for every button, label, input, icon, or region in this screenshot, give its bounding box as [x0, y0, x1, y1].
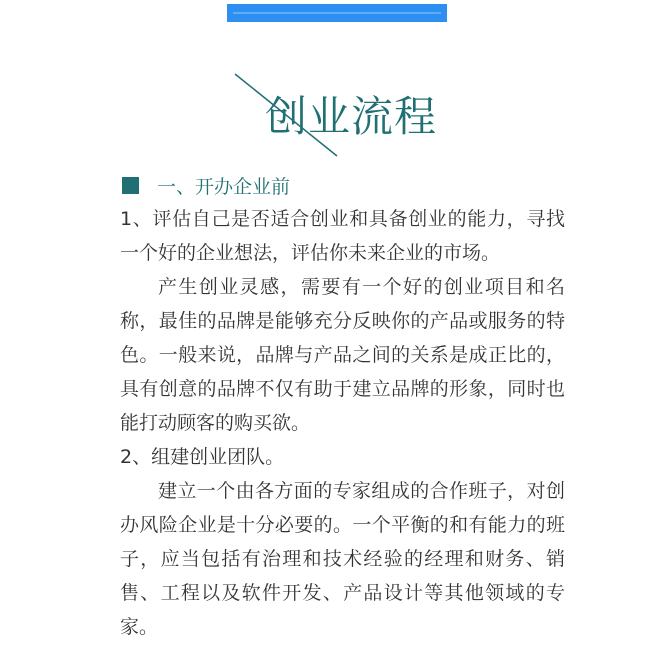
page-title: 创业流程: [265, 92, 438, 141]
title-block: [225, 70, 455, 160]
paragraph-step-1: 1、评估自己是否适合创业和具备创业的能力，寻找一个好的企业想法，评估你未来企业的市场。: [120, 208, 565, 264]
section-heading-text: 一、开办企业前: [157, 175, 291, 198]
section-marker-icon: [122, 177, 139, 194]
paragraph-step-2-detail: 建立一个由各方面的专家组成的合作班子，对创办风险企业是十分必要的。一个平衡的和有能力的班子，应当包括有治理和技术经验的经理和财务、销售、工程以及软件开发、产品设计等其他领域的专家。: [120, 480, 565, 638]
body-content: [120, 202, 565, 644]
paragraph-step-2: 2、组建创业团队。: [120, 446, 285, 468]
top-bar-wave: [233, 12, 441, 14]
section-heading: [122, 171, 290, 199]
top-decoration-bar: [227, 4, 447, 22]
paragraph-step-1-detail: 产生创业灵感，需要有一个好的创业项目和名称，最佳的品牌是能够充分反映你的产品或服务的特色。一般来说，品牌与产品之间的关系是成正比的，具有创意的品牌不仅有助于建立品牌的形象，同时也能打动顾客的购买欲。: [120, 276, 565, 434]
